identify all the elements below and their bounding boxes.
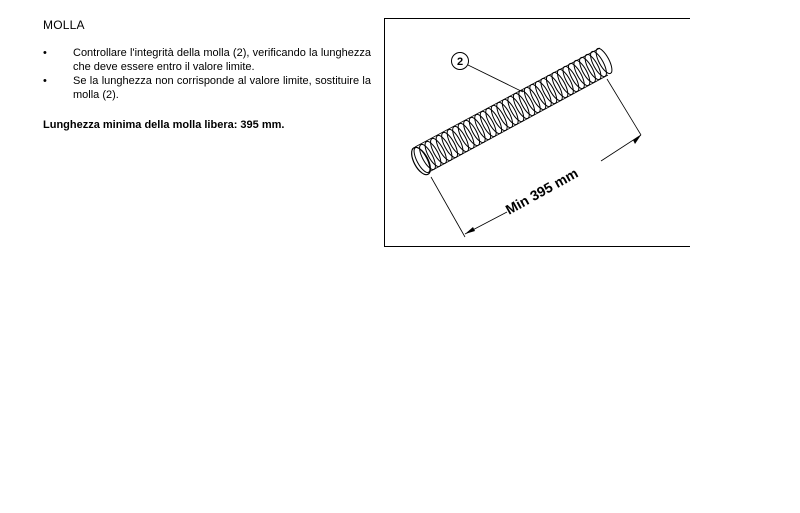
spring-coil (450, 124, 472, 153)
spring-coil (433, 133, 455, 162)
spring-coil (538, 76, 560, 105)
spring-end-cap (408, 144, 434, 177)
spring-coils (408, 46, 615, 177)
spring-coil (527, 82, 549, 111)
spring-coil (571, 58, 593, 87)
spring-top-edge (415, 48, 600, 147)
spring-coil (461, 118, 483, 147)
extension-line-left (431, 177, 465, 237)
spring-coil (472, 112, 494, 141)
instruction-item-check: • Controllare l'integrità della molla (2), verificando la lunghezza che deve essere entro il valore limite. (43, 46, 371, 74)
instruction-list (43, 46, 371, 102)
spring-coil (593, 46, 615, 75)
spring-coil (444, 127, 466, 156)
text-column (43, 18, 371, 131)
spring-coil (549, 70, 571, 99)
spring-coil (521, 85, 543, 114)
spring-coil (560, 64, 582, 93)
spring-coil (494, 100, 516, 129)
spring-coil (499, 97, 521, 126)
section-title: MOLLA (43, 18, 85, 32)
spring-coil (532, 79, 554, 108)
extension-line-right (607, 79, 641, 135)
spring-coil (455, 121, 477, 150)
spring-coil (477, 109, 499, 138)
spring-coil (516, 88, 538, 117)
spring-coil (543, 73, 565, 102)
spring-coil (510, 91, 532, 120)
spring-coil (588, 49, 610, 78)
callout-number: 2 (456, 56, 464, 68)
spring-coil (483, 106, 505, 135)
callout-leader-line (468, 65, 523, 92)
dimension-arrow-left (465, 227, 475, 234)
spring-coil (505, 94, 527, 123)
dimension-label: Min 395 mm (502, 164, 581, 218)
spring-min-length-spec: Lunghezza minima della molla libera: 395 mm. (43, 119, 285, 131)
spring-coil (466, 115, 488, 144)
dimension-arrow-right (633, 135, 641, 144)
spring-coil (565, 61, 587, 90)
spring-coil (428, 136, 450, 165)
spring-figure (384, 18, 690, 247)
spring-coil (417, 142, 439, 171)
spring-drawing (385, 19, 691, 248)
instruction-item-replace: • Se la lunghezza non corrisponde al valore limite, sostituire la molla (2). (43, 74, 371, 102)
spring-coil (554, 67, 576, 96)
spring-coil (582, 52, 604, 81)
spring-coil (577, 55, 599, 84)
spring-coil (439, 130, 461, 159)
spring-coil (488, 103, 510, 132)
